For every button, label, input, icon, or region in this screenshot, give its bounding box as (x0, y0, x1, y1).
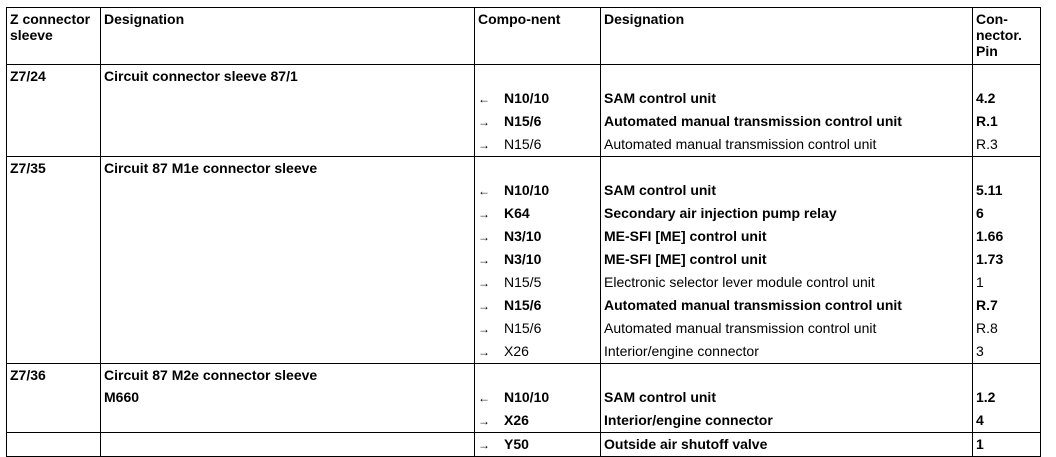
pin-cell: 6 (973, 202, 1041, 225)
arrow-right-icon: → (478, 138, 490, 152)
component-cell (475, 87, 601, 110)
sleeve-designation: Circuit connector sleeve 87/1 (101, 65, 475, 88)
header-component: Compo-nent (475, 8, 601, 65)
component-designation-cell: Electronic selector lever module control unit (601, 271, 973, 294)
table-row (7, 340, 1041, 364)
component-code: N15/6 (504, 136, 542, 152)
component-code: N15/6 (504, 297, 542, 313)
table-row (7, 317, 1041, 340)
header-row (7, 8, 1041, 65)
table-row (7, 110, 1041, 133)
arrow-left-icon: ← (478, 391, 490, 405)
component-designation-cell (601, 364, 973, 387)
pin-cell (973, 65, 1041, 88)
component-cell (475, 202, 601, 225)
header-pin: Con-nector. Pin (973, 8, 1041, 65)
component-cell (475, 248, 601, 271)
sleeve-id (7, 317, 101, 340)
sleeve-designation (101, 225, 475, 248)
table-row (7, 433, 1041, 457)
component-cell (475, 157, 601, 180)
sleeve-designation (101, 87, 475, 110)
pin-cell: R.7 (973, 294, 1041, 317)
component-designation-cell: Secondary air injection pump relay (601, 202, 973, 225)
arrow-right-icon: → (478, 438, 490, 452)
component-cell (475, 65, 601, 88)
component-designation-cell: ME-SFI [ME] control unit (601, 248, 973, 271)
sleeve-id (7, 433, 101, 457)
component-cell (475, 179, 601, 202)
pin-cell: 1 (973, 271, 1041, 294)
table-row (7, 271, 1041, 294)
component-cell (475, 364, 601, 387)
sleeve-designation (101, 317, 475, 340)
group-header-row (7, 364, 1041, 387)
component-code: N3/10 (504, 228, 542, 244)
header-component-designation: Designation (601, 8, 973, 65)
component-designation-cell: SAM control unit (601, 386, 973, 409)
pin-cell: 1.73 (973, 248, 1041, 271)
component-designation-cell (601, 157, 973, 180)
sleeve-designation (101, 409, 475, 433)
arrow-right-icon: → (478, 253, 490, 267)
header-sleeve: Z connector sleeve (7, 8, 101, 65)
arrow-right-icon: → (478, 414, 490, 428)
component-code: N10/10 (504, 182, 550, 198)
pin-cell: R.8 (973, 317, 1041, 340)
sleeve-id (7, 110, 101, 133)
pin-cell: 4 (973, 409, 1041, 433)
arrow-right-icon: → (478, 207, 490, 221)
component-cell (475, 386, 601, 409)
component-designation-cell: Automated manual transmission control unit (601, 110, 973, 133)
sleeve-id (7, 225, 101, 248)
arrow-right-icon: → (478, 345, 490, 359)
component-code: Y50 (504, 436, 529, 452)
header-designation: Designation (101, 8, 475, 65)
component-code: N10/10 (504, 90, 550, 106)
component-designation-cell: Interior/engine connector (601, 409, 973, 433)
arrow-right-icon: → (478, 276, 490, 290)
pin-cell: R.3 (973, 133, 1041, 157)
table-row (7, 294, 1041, 317)
pin-cell: 1.66 (973, 225, 1041, 248)
arrow-left-icon: ← (478, 92, 490, 106)
sleeve-id (7, 179, 101, 202)
component-designation-cell: Automated manual transmission control unit (601, 317, 973, 340)
table-row (7, 133, 1041, 157)
component-cell (475, 317, 601, 340)
sleeve-designation (101, 433, 475, 457)
arrow-left-icon: ← (478, 184, 490, 198)
component-code: X26 (504, 343, 529, 359)
sleeve-designation: Circuit 87 M1e connector sleeve (101, 157, 475, 180)
sleeve-id (7, 409, 101, 433)
table-row (7, 386, 1041, 409)
sleeve-id (7, 294, 101, 317)
component-designation-cell (601, 65, 973, 88)
sleeve-id (7, 202, 101, 225)
component-code: N15/6 (504, 113, 542, 129)
component-code: N15/5 (504, 274, 542, 290)
sleeve-id (7, 271, 101, 294)
component-designation-cell: ME-SFI [ME] control unit (601, 225, 973, 248)
component-cell (475, 409, 601, 433)
sleeve-designation (101, 179, 475, 202)
table-row (7, 87, 1041, 110)
sleeve-id (7, 386, 101, 409)
component-cell (475, 340, 601, 364)
sleeve-designation (101, 248, 475, 271)
table-row (7, 225, 1041, 248)
sleeve-designation: M660 (101, 386, 475, 409)
group-header-row (7, 65, 1041, 88)
pin-cell (973, 157, 1041, 180)
arrow-right-icon: → (478, 299, 490, 313)
sleeve-designation (101, 110, 475, 133)
sleeve-id (7, 133, 101, 157)
table-row (7, 179, 1041, 202)
sleeve-designation (101, 340, 475, 364)
sleeve-designation (101, 271, 475, 294)
component-designation-cell: Interior/engine connector (601, 340, 973, 364)
group-header-row (7, 157, 1041, 180)
component-designation-cell: SAM control unit (601, 179, 973, 202)
pin-cell: R.1 (973, 110, 1041, 133)
component-cell (475, 110, 601, 133)
component-code: N3/10 (504, 251, 542, 267)
table-row (7, 202, 1041, 225)
sleeve-id (7, 340, 101, 364)
component-cell (475, 133, 601, 157)
arrow-right-icon: → (478, 230, 490, 244)
component-code: N10/10 (504, 389, 550, 405)
sleeve-designation (101, 202, 475, 225)
sleeve-id: Z7/36 (7, 364, 101, 387)
pin-cell: 3 (973, 340, 1041, 364)
component-designation-cell: SAM control unit (601, 87, 973, 110)
pin-cell: 1.2 (973, 386, 1041, 409)
table-row (7, 248, 1041, 271)
sleeve-id (7, 248, 101, 271)
sleeve-designation (101, 133, 475, 157)
component-cell (475, 271, 601, 294)
component-designation-cell: Automated manual transmission control unit (601, 294, 973, 317)
sleeve-id: Z7/35 (7, 157, 101, 180)
component-code: N15/6 (504, 320, 542, 336)
component-cell (475, 433, 601, 457)
pin-cell (973, 364, 1041, 387)
arrow-right-icon: → (478, 322, 490, 336)
component-designation-cell: Automated manual transmission control unit (601, 133, 973, 157)
sleeve-designation: Circuit 87 M2e connector sleeve (101, 364, 475, 387)
component-code: K64 (504, 205, 530, 221)
component-code: X26 (504, 412, 529, 428)
connector-sleeve-table (6, 7, 1041, 457)
sleeve-id: Z7/24 (7, 65, 101, 88)
arrow-right-icon: → (478, 115, 490, 129)
table-row (7, 409, 1041, 433)
component-cell (475, 294, 601, 317)
component-cell (475, 225, 601, 248)
pin-cell: 4.2 (973, 87, 1041, 110)
pin-cell: 1 (973, 433, 1041, 457)
sleeve-designation (101, 294, 475, 317)
component-designation-cell: Outside air shutoff valve (601, 433, 973, 457)
pin-cell: 5.11 (973, 179, 1041, 202)
sleeve-id (7, 87, 101, 110)
